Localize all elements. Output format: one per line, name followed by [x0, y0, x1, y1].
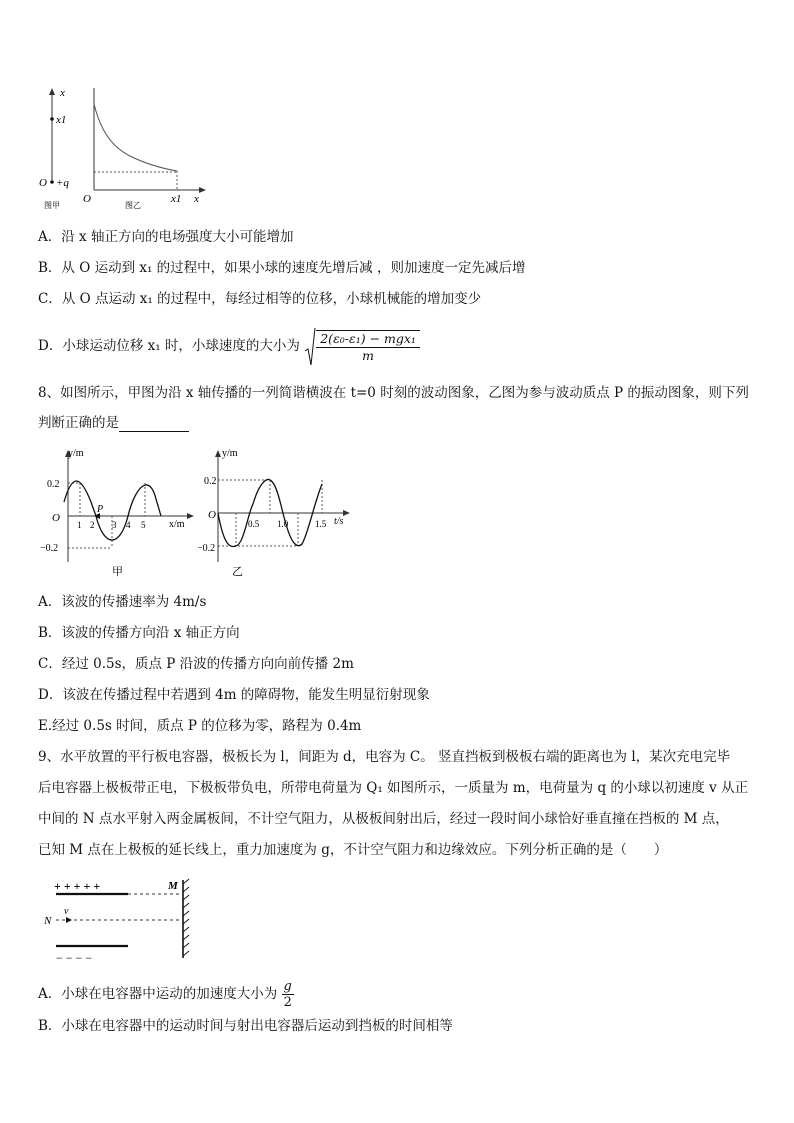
q8-option-d: D．该波在传播过程中若遇到 4m 的障碍物，能发生明显衍射现象: [38, 687, 430, 703]
jia-xtick-2: 2: [90, 520, 95, 530]
yi-xtick-05: 0.5: [248, 519, 260, 529]
yi-y-neg: −0.2: [198, 543, 216, 554]
q8-option-c: C．经过 0.5s，质点 P 沿波的传播方向向前传播 2m: [38, 656, 354, 672]
answer-blank: [119, 417, 189, 432]
figure-jia-yi-field: [36, 84, 216, 218]
jia-origin-o: O: [52, 512, 60, 524]
vibration-graph-yi: [198, 444, 358, 586]
q8-option-b: B．该波的传播方向沿 x 轴正方向: [38, 625, 240, 641]
yi-caption: 图乙: [125, 201, 141, 210]
jia-xtick-5: 5: [141, 520, 146, 530]
yi-x1-label: x1: [171, 193, 182, 205]
yi-origin: O: [83, 193, 91, 205]
q9-stem-line4: 已知 M 点在上极板的延长线上，重力加速度为 g，不计空气阻力和边缘效应。下列分析正确的是（ ）: [38, 842, 668, 858]
q9-stem-line1: 9、水平放置的平行板电容器，极板长为 l，间距为 d，电容为 C。 竖直挡板到极板右端的距离也为 l，某次充电完毕: [38, 749, 731, 765]
wave-curve-jia: [64, 481, 161, 540]
q7-option-b: B．从 O 运动到 x₁ 的过程中，如果小球的速度先增后减 ，则加速度一定先减后增: [38, 260, 526, 276]
velocity-v: v: [64, 906, 69, 917]
jia-xtick-3: 3: [112, 520, 117, 530]
plus-charges: + + + + +: [54, 879, 101, 893]
jia-y-neg: −0.2: [40, 543, 59, 554]
yi-caption-8: 乙: [232, 566, 243, 578]
q8-option-e: E.经过 0.5s 时间，质点 P 的位移为零，路程为 0.4m: [38, 718, 362, 734]
q7-option-d: D．小球运动位移 x₁ 时，小球速度的大小为 $\frac{\text{2(ε₀-ε₁) − mgx₁}}{m}$: [38, 326, 420, 367]
point-p: P: [97, 504, 104, 515]
point-m: M: [168, 880, 178, 892]
jia-x1-label: x1: [56, 114, 67, 126]
q9-option-b: B．小球在电容器中的运动时间与射出电容器后运动到挡板的时间相等: [38, 1018, 453, 1034]
jia-charge: +q: [56, 177, 69, 189]
yi-xtick-15: 1.5: [315, 519, 327, 529]
q8-stem-line1: 8、如图所示，甲图为沿 x 轴传播的一列简谐横波在 t=0 时刻的波动图象，乙图为参与波动质点 P 的振动图象，则下列: [38, 385, 749, 401]
yi-y-pos: 0.2: [204, 476, 217, 487]
q8-stem-line2: 判断正确的是: [38, 414, 189, 432]
q9-stem-line3: 中间的 N 点水平射入两金属板间，不计空气阻力，从极板间射出后，经过一段时间小球恰好垂直撞在挡板的 M 点，: [38, 811, 729, 827]
jia-axis-label: x: [60, 87, 65, 99]
q9-stem-line2: 后电容器上极板带正电，下极板带负电，所带电荷量为 Q₁ 如图所示，一质量为 m，电荷量为 q 的小球以初速度 v 从正: [38, 780, 749, 796]
jia-ylabel: y/m: [68, 448, 84, 459]
jia-xlabel: x/m: [169, 519, 185, 530]
yi-xlabel: t/s: [334, 516, 344, 527]
energy-curve: [94, 104, 177, 171]
q7-option-a: A．沿 x 轴正方向的电场强度大小可能增加: [38, 229, 294, 245]
yi-axis-label: x: [194, 193, 199, 205]
q8-option-a: A．该波的传播速率为 4m/s: [38, 594, 207, 610]
yi-xtick-10: 1.0: [277, 519, 289, 529]
minus-charges: − − − −: [56, 951, 93, 965]
yi-ylabel: y/m: [222, 448, 238, 459]
jia-caption: 图甲: [44, 201, 60, 210]
jia-origin: O: [39, 177, 47, 189]
jia-y-pos: 0.2: [47, 479, 60, 490]
capacitor-figure: [40, 874, 200, 970]
jia-caption-8: 甲: [112, 566, 123, 578]
wave-graph-jia: [36, 444, 198, 586]
q7-option-c: C．从 O 点运动 x₁ 的过程中，每经过相等的位移，小球机械能的增加变少: [38, 291, 482, 307]
q9-option-a: A．小球在电容器中运动的加速度大小为 $\frac{g}{2}$: [38, 979, 292, 1010]
jia-xtick-1: 1: [77, 520, 82, 530]
sqrt-expression: $\frac{\text{2(ε₀-ε₁) − mgx₁}}{m}$: [304, 327, 420, 367]
yi-origin-o: O: [208, 509, 216, 521]
point-n: N: [44, 915, 52, 927]
jia-xtick-4: 4: [126, 520, 131, 530]
